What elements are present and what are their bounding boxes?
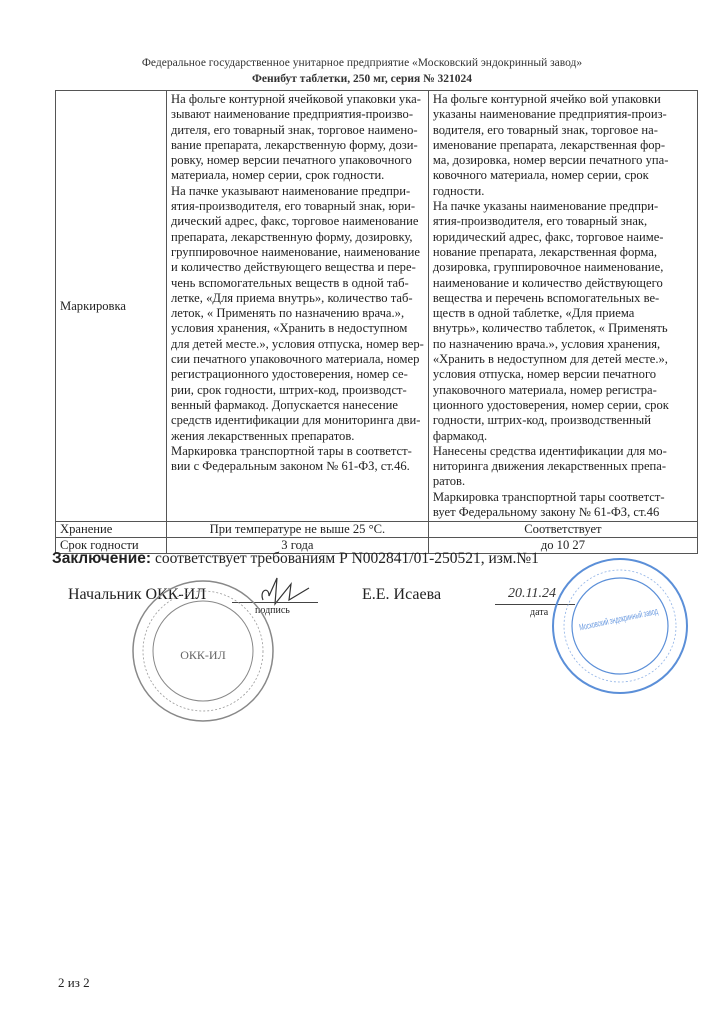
text-line: ществ в одной таблетке, «Для приема bbox=[432, 306, 635, 321]
shelf-life-result: до 10 27 bbox=[428, 538, 697, 554]
table-row-storage bbox=[56, 522, 698, 538]
text-line: Нанесены средства идентификации для мо- bbox=[432, 443, 667, 458]
text-line: Маркировка транспортной тары в соответст- bbox=[171, 443, 412, 458]
text-line: годности. bbox=[432, 183, 485, 198]
text-line: упаковочного материала, номер регистра- bbox=[432, 382, 657, 397]
text-line: условия хранения, «Хранить в недоступном bbox=[171, 321, 408, 336]
factory-stamp-text: Московский эндокринный завод bbox=[578, 594, 711, 633]
text-line: ровку, номер версии печатного упаковочного bbox=[171, 153, 412, 168]
text-line: юридический адрес, факс, торговое наиме- bbox=[432, 229, 664, 244]
text-line: На фольге контурной ячейковой упаковки ука- bbox=[171, 92, 421, 106]
date-caption: дата bbox=[530, 607, 549, 618]
text-line: жения лекарственных препаратов. bbox=[171, 428, 355, 443]
signer-name: Е.Е. Исаева bbox=[362, 586, 442, 603]
qc-stamp-text: ОКК-ИЛ bbox=[180, 648, 226, 662]
factory-stamp bbox=[550, 556, 711, 696]
text-line: ниторинга движения лекарственных препа- bbox=[432, 459, 667, 474]
text-line: и количество действующего вещества и пере- bbox=[171, 260, 416, 275]
text-line: вует Федеральному закону № 61-ФЗ, ст.46 bbox=[432, 505, 660, 520]
qc-stamp bbox=[130, 578, 276, 724]
text-line: годности, штрих-код, производственный bbox=[432, 413, 652, 428]
text-line: На фольге контурной ячейко вой упаковки bbox=[432, 92, 661, 106]
text-line: вии с Федеральным законом № 61-ФЗ, ст.46. bbox=[171, 459, 410, 474]
product-title: Фенибут таблетки, 250 мг, серия № 321024 bbox=[251, 73, 473, 85]
text-line: вещества и перечень вспомогательных ве- bbox=[432, 290, 660, 305]
text-line: именование препарата, лекарственная фор- bbox=[432, 137, 666, 152]
storage-requirement: При температуре не выше 25 °С. bbox=[167, 522, 429, 538]
text-line: ратов. bbox=[432, 474, 466, 489]
text-line: ма, дозировка, номер версии печатного упа- bbox=[432, 153, 669, 168]
handwritten-date: 20.11.24 bbox=[508, 586, 556, 601]
text-line: препарата, лекарственную форму, дозировку, bbox=[171, 229, 413, 244]
text-line: На пачке указывают наименование предпри- bbox=[171, 183, 411, 198]
text-line: регистрационного удостоверения, номер се- bbox=[171, 367, 408, 382]
spec-table bbox=[55, 90, 698, 554]
conclusion-label: Заключение: bbox=[52, 550, 152, 567]
text-line: «Хранить в недоступном для детей месте.», bbox=[432, 352, 668, 367]
text-line: сии печатного упаковочного материала, номер bbox=[171, 352, 420, 367]
signer-position: Начальник ОКК-ИЛ bbox=[68, 586, 207, 603]
text-line: для детей месте.», условия отпуска, номер вер- bbox=[171, 336, 424, 351]
text-line: наименование и количество действующего bbox=[432, 275, 663, 290]
text-line: венный фармакод. Допускается нанесение bbox=[171, 397, 398, 412]
text-line: летке, «Для приема внутрь», количество таб- bbox=[171, 290, 413, 305]
text-line: Маркировка транспортной тары соответст- bbox=[432, 489, 665, 504]
organization-header: Федеральное государственное унитарное предприятие «Московский эндокринный завод» bbox=[141, 57, 583, 69]
text-line: ковочного материала, номер серии, срок bbox=[432, 168, 649, 183]
text-line: внутрь», количество таблеток, « Применять bbox=[432, 321, 668, 336]
text-line: леток, « Применять по назначению врача.», bbox=[171, 306, 405, 321]
text-line: по назначению врача.», условия хранения, bbox=[432, 336, 661, 351]
text-line: материала, номер серии, срок годности. bbox=[171, 168, 385, 183]
text-line: На пачке указаны наименование предпри- bbox=[432, 199, 659, 214]
text-line: нование препарата, лекарственная форма, bbox=[432, 244, 657, 259]
text-line: дический адрес, факс, торговое наименование bbox=[171, 214, 419, 229]
text-line: фармакод. bbox=[432, 428, 488, 443]
text-line: ятия-производителя, его товарный знак, юри- bbox=[171, 199, 416, 214]
text-line: вание препарата, лекарственную форму, дози- bbox=[171, 137, 418, 152]
page-number: 2 из 2 bbox=[58, 975, 90, 990]
text-line: водителя, его товарный знак, торговое на- bbox=[432, 122, 658, 137]
shelf-life-requirement: 3 года bbox=[167, 538, 429, 554]
text-line: дителя, его товарный знак, торговое наимено- bbox=[171, 122, 418, 137]
text-line: дозировка, группировочное наименование, bbox=[432, 260, 664, 275]
marking-requirement bbox=[167, 91, 429, 522]
text-line: условия отпуска, номер версии печатного bbox=[432, 367, 657, 382]
conclusion-text: соответствует требованиям Р N002841/01-250521, изм.№1 bbox=[154, 550, 539, 567]
marking-label: Маркировка bbox=[56, 91, 167, 522]
conclusion bbox=[52, 550, 539, 568]
shelf-life-label: Срок годности bbox=[56, 538, 167, 554]
text-line: рии, срок годности, штрих-код, производст- bbox=[171, 382, 407, 397]
text-line: зывают наименование предприятия-произво- bbox=[171, 107, 414, 122]
storage-label: Хранение bbox=[56, 522, 167, 538]
signature-caption: подпись bbox=[255, 605, 290, 616]
text-line: группировочное наименование, наименование bbox=[171, 244, 421, 259]
text-line: ятия-производителя, его товарный знак, bbox=[432, 214, 648, 229]
storage-result: Соответствует bbox=[428, 522, 697, 538]
table-row-marking bbox=[56, 91, 698, 522]
text-line: чень вспомогательных веществ в одной таб- bbox=[171, 275, 409, 290]
text-line: ционного удостоверения, номер серии, срок bbox=[432, 397, 669, 412]
marking-result bbox=[428, 91, 697, 522]
text-line: средств идентификации для мониторинга дви- bbox=[171, 413, 421, 428]
text-line: указаны наименование предприятия-произ- bbox=[432, 107, 667, 122]
